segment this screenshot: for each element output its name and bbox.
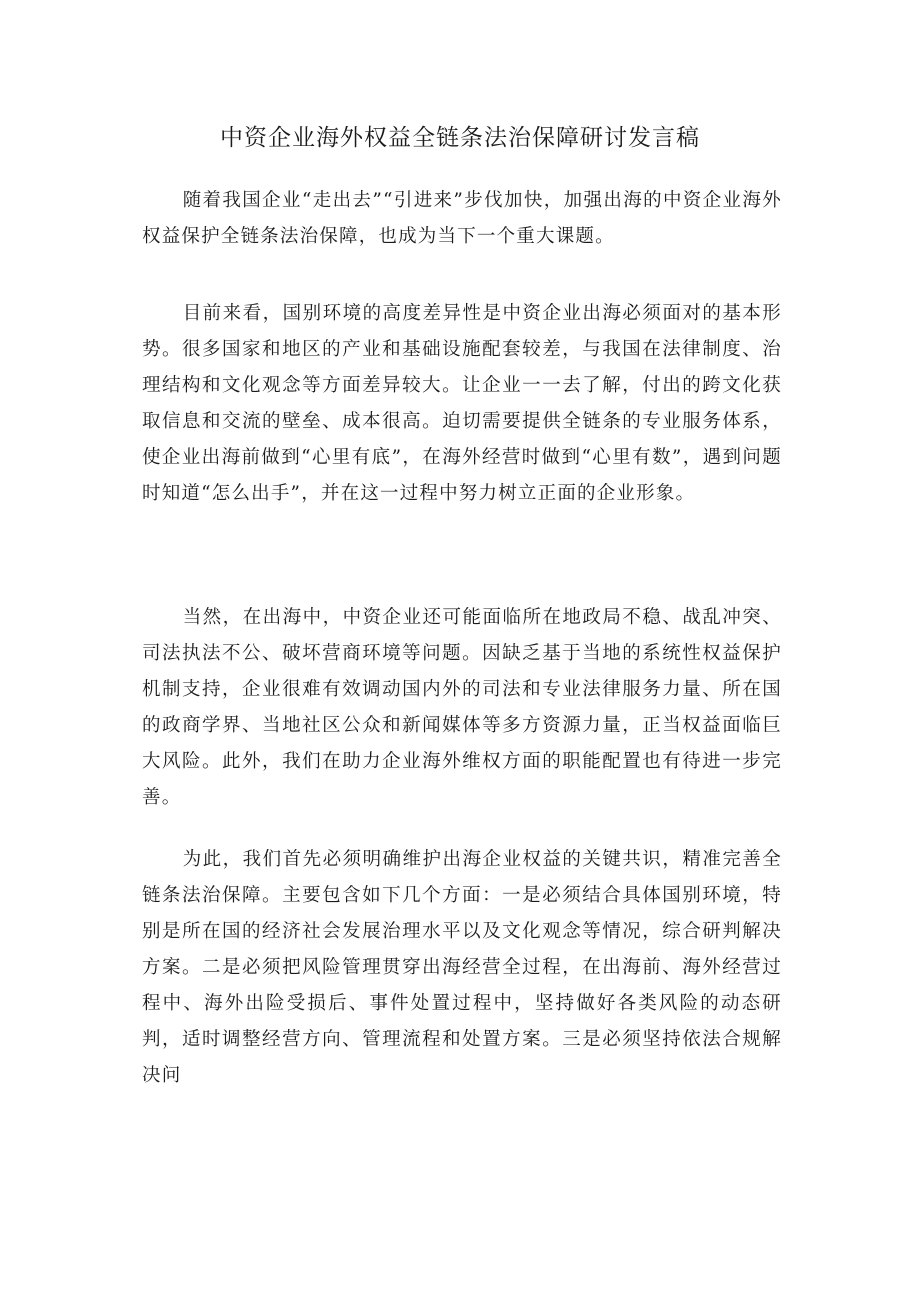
paragraph-4: 为此，我们首先必须明确维护出海企业权益的关键共识，精准完善全链条法治保障。主要包含如下几个方面：一是必须结合具体国别环境，特别是所在国的经济社会发展治理水平以及文化观念等情况，综合研判解决方案。二是必须把风险管理贯穿出海经营全过程，在出海前、海外经营过程中、海外出险受损后、事件处置过程中，坚持做好各类风险的动态研判，适时调整经营方向、管理流程和处置方案。三是必须坚持依法合规解决问: [142, 849, 782, 1086]
paragraph-3: 当然，在出海中，中资企业还可能面临所在地政局不稳、战乱冲突、司法执法不公、破坏营商环境等问题。因缺乏基于当地的系统性权益保护机制支持，企业很难有效调动国内外的司法和专业法律服务力量、所在国的政商学界、当地社区公众和新闻媒体等多方资源力量，正当权益面临巨大风险。此外，我们在助力企业海外维权方面的职能配置也有待进一步完善。: [142, 607, 782, 808]
paragraph-2: 目前来看，国别环境的高度差异性是中资企业出海必须面对的基本形势。很多国家和地区的产业和基础设施配套较差，与我国在法律制度、治理结构和文化观念等方面差异较大。让企业一一去了解，付出的跨文化获取信息和交流的壁垒、成本很高。迫切需要提供全链条的专业服务体系，使企业出海前做到“心里有底”，在海外经营时做到“心里有数”，遇到问题时知道“怎么出手”，并在这一过程中努力树立正面的企业形象。: [142, 303, 782, 504]
document-title: 中资企业海外权益全链条法治保障研讨发言稿: [220, 125, 700, 151]
paragraph-1: 随着我国企业“走出去”“引进来”步伐加快，加强出海的中资企业海外权益保护全链条法治保障，也成为当下一个重大课题。: [142, 190, 782, 247]
